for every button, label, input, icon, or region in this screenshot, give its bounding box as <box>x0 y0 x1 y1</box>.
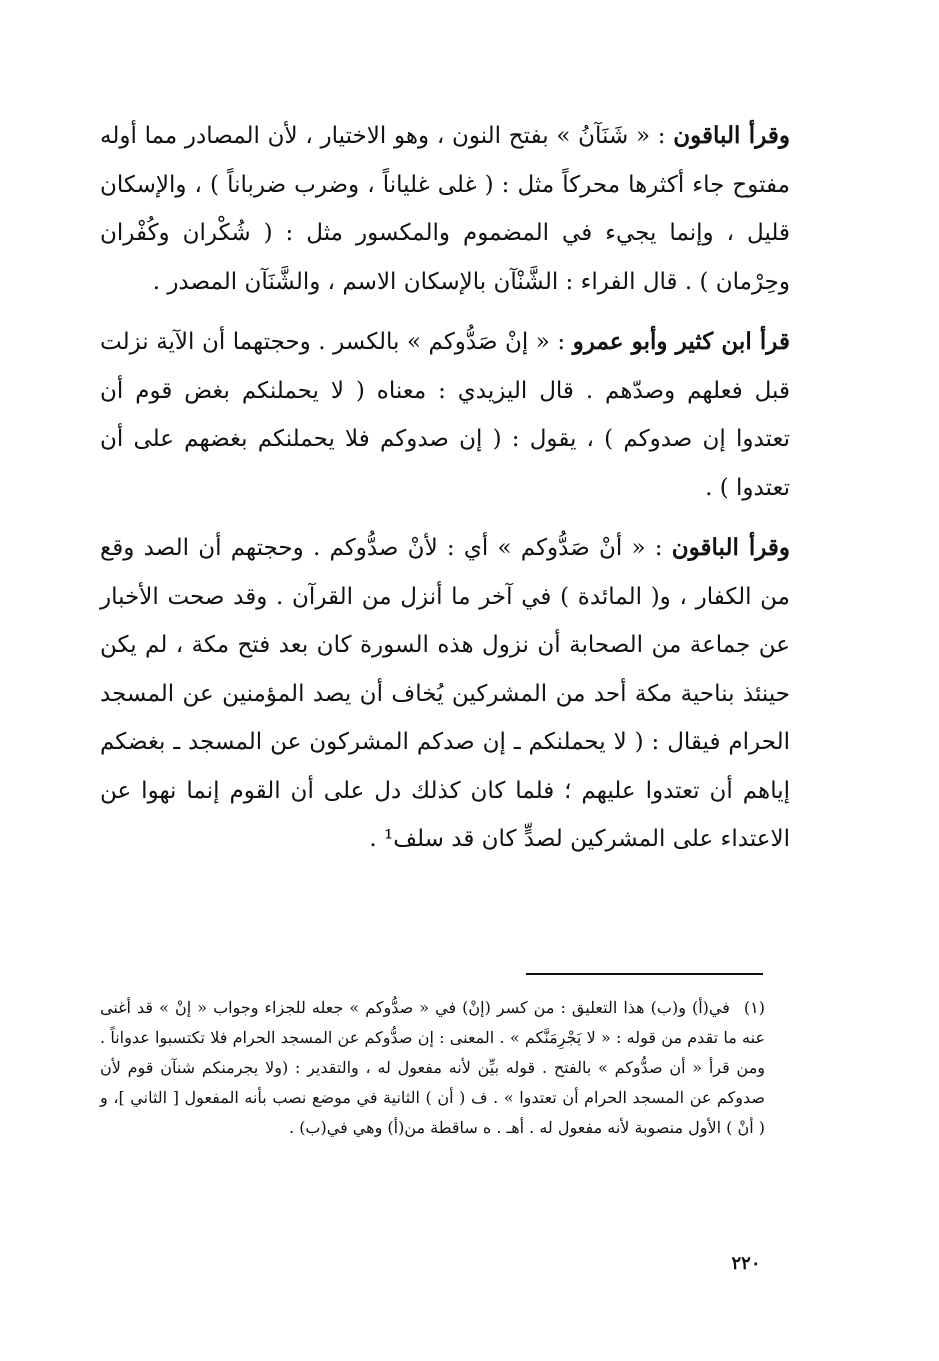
page-number: ٢٢٠ <box>731 1253 761 1274</box>
paragraph-2 <box>100 318 790 512</box>
paragraph-text: : « إنْ صَدُّوكم » بالكسر . وحجتهما أن الآية نزلت قبل فعلهم وصدّهم . قال اليزيدي : معناه ( لا يحملنكم بغض قوم أن تعتدوا إن صدوكم ) ، يقول : ( إن صدوكم فلا يحملنكم بغضهم على أن تعتدوا ) . <box>100 329 790 501</box>
paragraph-lead: وقرأ الباقون <box>671 534 790 561</box>
footnote-number: (١) <box>743 998 765 1017</box>
paragraph-lead: قرأ ابن كثير وأبو عمرو <box>572 328 790 355</box>
paragraph-text: : « أنْ صَدُّوكم » أي : لأنْ صدُّوكم . وحجتهم أن الصد وقع من الكفار ، و( المائدة ) في آخر ما أنزل من القرآن . وقد صحت الأخبار عن جماعة من الصحابة أن نزول هذه السورة كان بعد فتح مكة ، لم يكن حينئذ بناحية مكة أحد من المشركين يُخاف أن يصد المؤمنين عن المسجد الحرام فيقال : ( لا يحملنكم ـ إن صدكم المشركون عن المسجد ـ بغضكم إياهم أن تعتدوا عليهم ؛ فلما كان كذلك دل على أن القوم إنما نهوا عن الاعتداء على المشركين لصدٍّ كان قد سلف¹ . <box>100 535 790 852</box>
paragraph-3 <box>100 524 790 864</box>
footnote <box>100 993 765 1143</box>
paragraph-1 <box>100 112 790 306</box>
paragraph-lead: وقرأ الباقون <box>673 122 790 149</box>
footnote-separator <box>526 973 763 975</box>
main-text <box>100 112 790 864</box>
paragraph-text: : « شَنَآنُ » بفتح النون ، وهو الاختيار ، لأن المصادر مما أوله مفتوح جاء أكثرها محركاً مثل : ( غلى غلياناً ، وضرب ضرباناً ) ، والإسكان قليل ، وإنما يجيء في المضموم والمكسور مثل : ( شُكْران وكُفْران وحِرْمان ) . قال الفراء : الشَّنْآن بالإسكان الاسم ، والشَّنَآن المصدر . <box>100 123 790 295</box>
footnote-text: في(أ) و(ب) هذا التعليق : من كسر (إنْ) في « صدُّوكم » جعله للجزاء وجواب « إنْ » قد أغنى عنه ما تقدم من قوله : « لا يَجْرِمَنَّكم » . المعنى : إن صدُّوكم عن المسجد الحرام فلا تكتسبوا عدواناً . ومن قرأ « أن صدُّوكم » بالفتح . قوله بيِّن لأنه مفعول له ، والتقدير : (ولا يجرمنكم شنآن قوم لأن صدوكم عن المسجد الحرام أن تعتدوا » . ف ( أن ) الثانية في موضع نصب بأنه المفعول [ الثاني ]، و ( أنْ ) الأول منصوبة لأنه مفعول له . أهـ . ه ساقطة من(أ) وهي في(ب) . <box>100 998 766 1137</box>
